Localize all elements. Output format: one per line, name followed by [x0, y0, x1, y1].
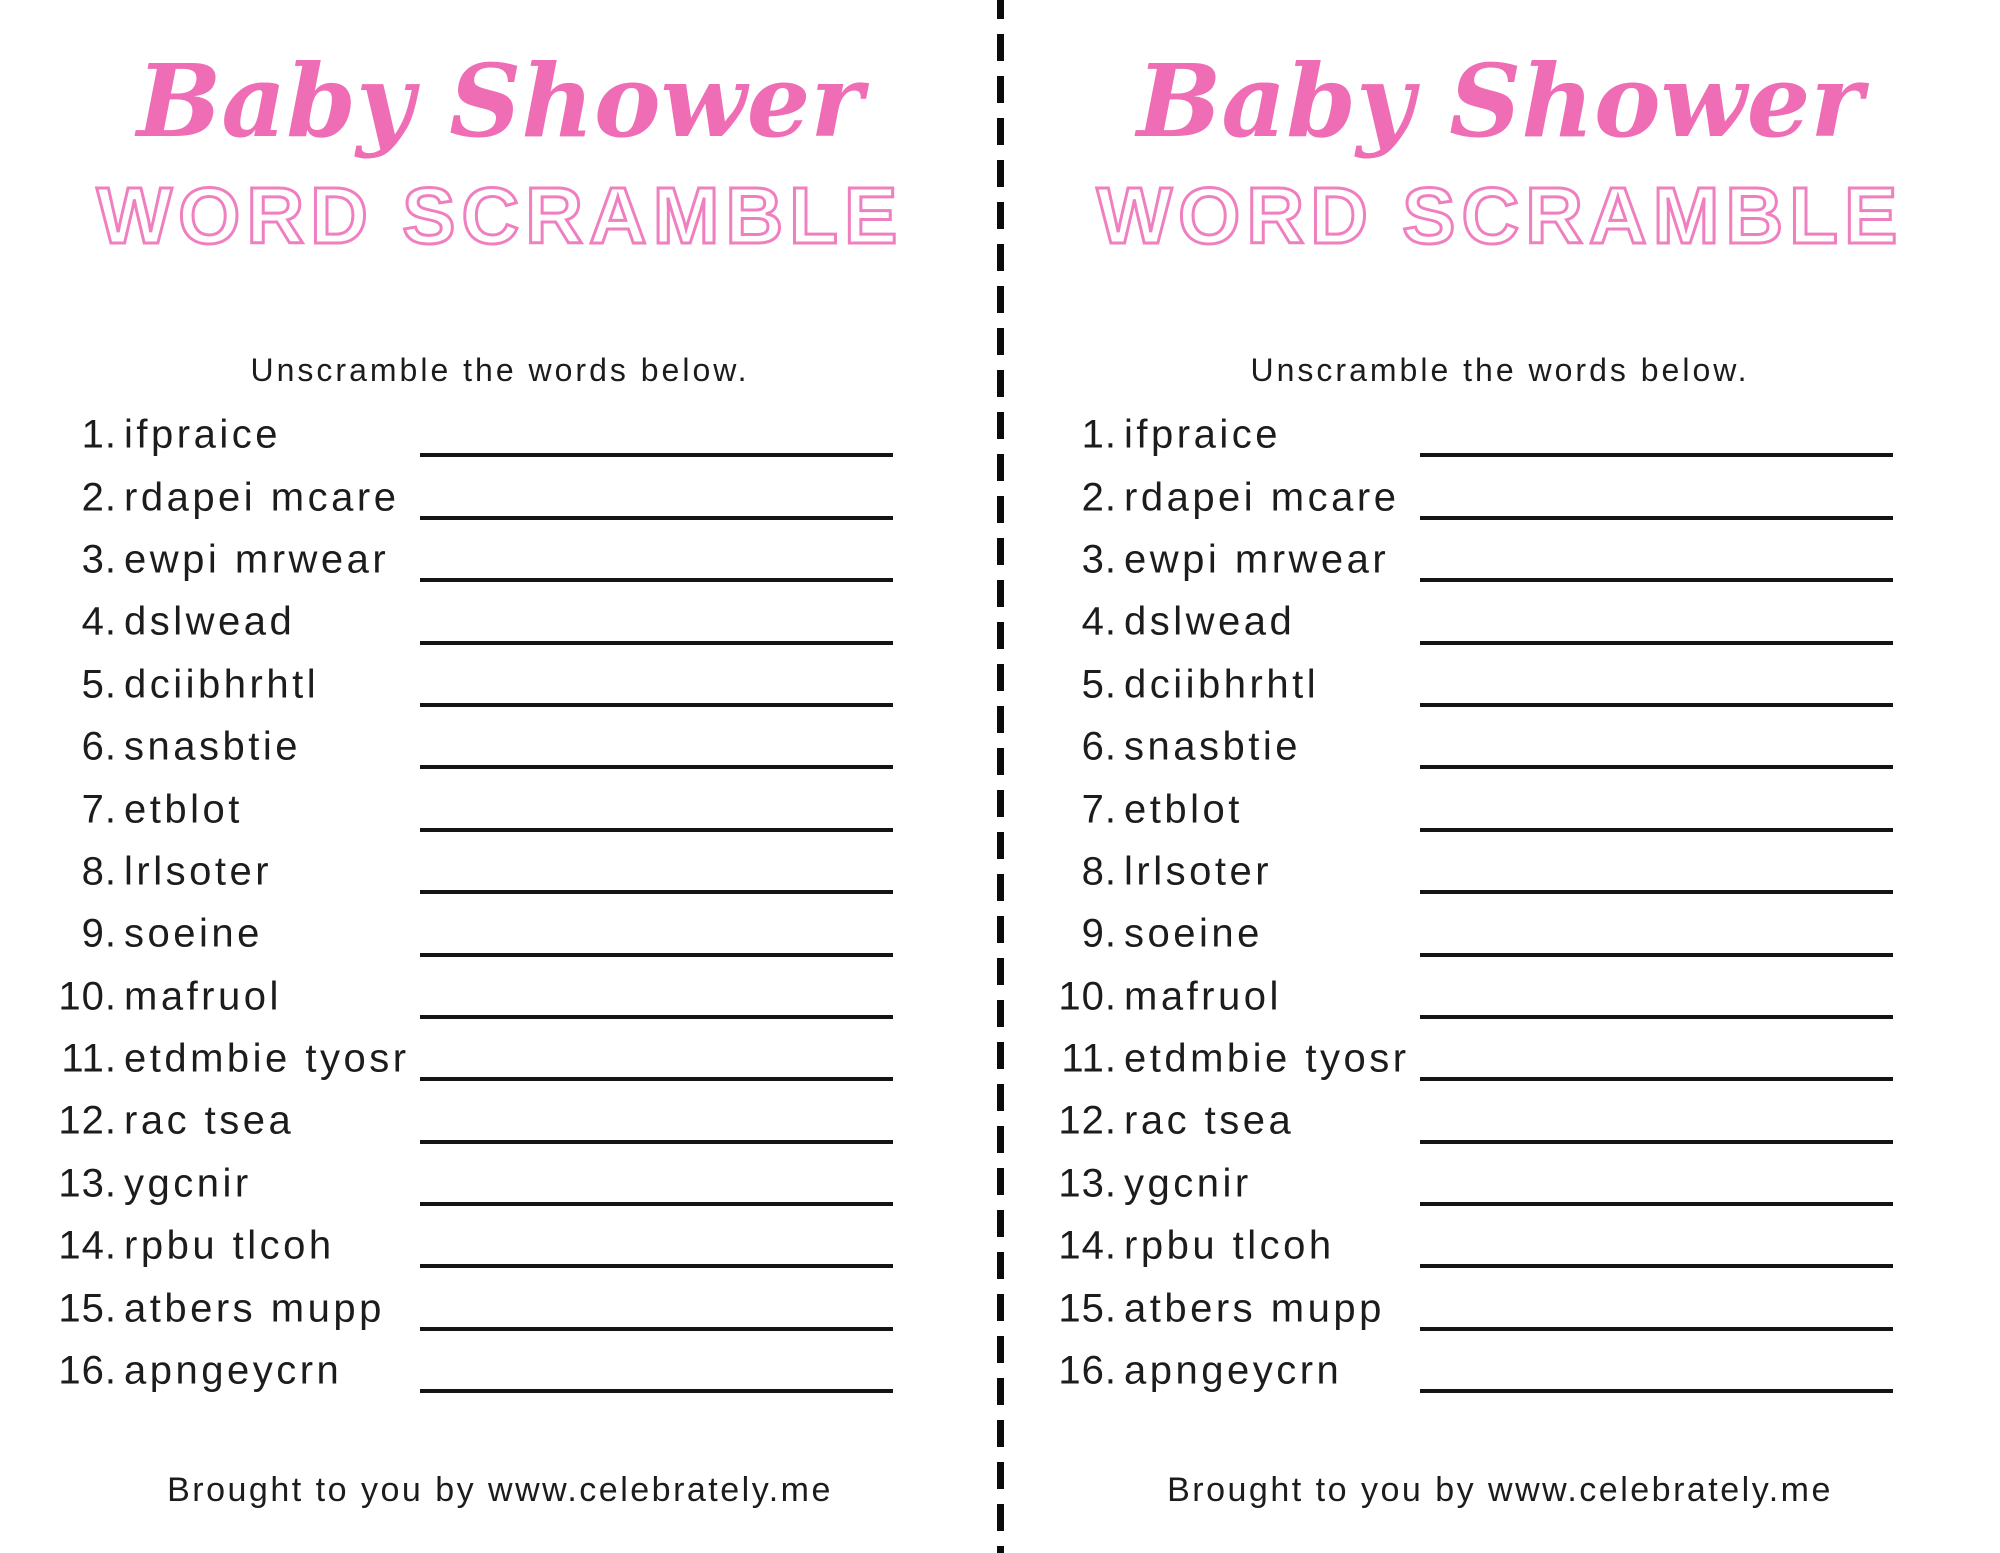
item-number: 14.	[1058, 1223, 1117, 1268]
scrambled-word: soeine	[124, 911, 263, 956]
scrambled-word: apngeycrn	[124, 1348, 343, 1393]
scramble-row	[1000, 716, 2000, 778]
scramble-row	[1000, 466, 2000, 528]
item-number: 7.	[81, 787, 117, 832]
instructions-text: Unscramble the words below.	[250, 352, 750, 388]
scramble-row	[0, 1340, 1000, 1402]
scrambled-word: dslwead	[124, 599, 296, 644]
scramble-row	[1000, 591, 2000, 653]
scrambled-word: ewpi mrwear	[1124, 537, 1390, 582]
scrambled-word: lrlsoter	[124, 849, 273, 894]
item-number: 5.	[81, 662, 117, 707]
scrambled-word: rac tsea	[1124, 1098, 1295, 1143]
answer-blank	[1420, 953, 1893, 957]
answer-blank	[420, 703, 893, 707]
title-word-scramble: WORD SCRAMBLE	[96, 171, 904, 260]
item-number: 4.	[1081, 599, 1117, 644]
answer-blank	[1420, 641, 1893, 645]
answer-blank	[420, 1202, 893, 1206]
scramble-row	[0, 1215, 1000, 1277]
scramble-row	[1000, 966, 2000, 1028]
scrambled-word: rdapei mcare	[1124, 475, 1400, 520]
scramble-row	[0, 716, 1000, 778]
scramble-row	[0, 654, 1000, 716]
scrambled-word: apngeycrn	[1124, 1348, 1343, 1393]
scramble-row	[1000, 404, 2000, 466]
scrambled-word: atbers mupp	[124, 1286, 385, 1331]
scrambled-word: lrlsoter	[1124, 849, 1273, 894]
item-number: 9.	[81, 911, 117, 956]
footer-credit: Brought to you by www.celebrately.me	[167, 1471, 833, 1509]
item-number: 10.	[1058, 974, 1117, 1019]
item-number: 12.	[1058, 1098, 1117, 1143]
answer-blank	[420, 953, 893, 957]
scrambled-word: snasbtie	[124, 724, 301, 769]
answer-blank	[420, 765, 893, 769]
answer-blank	[1420, 1327, 1893, 1331]
scramble-list	[1000, 404, 2000, 1402]
item-number: 2.	[1081, 475, 1117, 520]
answer-blank	[1420, 1202, 1893, 1206]
scrambled-word: etblot	[1124, 787, 1243, 832]
item-number: 6.	[81, 724, 117, 769]
item-number: 16.	[1058, 1348, 1117, 1393]
scrambled-word: etdmbie tyosr	[1124, 1036, 1410, 1081]
item-number: 11.	[1061, 1036, 1117, 1081]
answer-blank	[420, 1015, 893, 1019]
scramble-row	[1000, 903, 2000, 965]
scrambled-word: dciibhrhtl	[124, 662, 320, 707]
answer-blank	[1420, 765, 1893, 769]
answer-blank	[1420, 703, 1893, 707]
answer-blank	[1420, 516, 1893, 520]
scrambled-word: rpbu tlcoh	[1124, 1223, 1335, 1268]
scramble-row	[0, 966, 1000, 1028]
scrambled-word: ewpi mrwear	[124, 537, 390, 582]
answer-blank	[420, 516, 893, 520]
answer-blank	[1420, 578, 1893, 582]
answer-blank	[420, 578, 893, 582]
item-number: 6.	[1081, 724, 1117, 769]
scrambled-word: ygcnir	[1124, 1161, 1252, 1206]
worksheet-panel-left	[0, 0, 1000, 1545]
item-number: 9.	[1081, 911, 1117, 956]
item-number: 11.	[61, 1036, 117, 1081]
scramble-row	[0, 1090, 1000, 1152]
item-number: 3.	[81, 537, 117, 582]
scramble-row	[1000, 1340, 2000, 1402]
scrambled-word: etblot	[124, 787, 243, 832]
scramble-row	[1000, 778, 2000, 840]
item-number: 1.	[81, 412, 117, 457]
scramble-row	[1000, 654, 2000, 716]
answer-blank	[1420, 890, 1893, 894]
answer-blank	[1420, 1140, 1893, 1144]
scrambled-word: rdapei mcare	[124, 475, 400, 520]
answer-blank	[420, 641, 893, 645]
scramble-row	[0, 404, 1000, 466]
item-number: 14.	[58, 1223, 117, 1268]
scrambled-word: mafruol	[1124, 974, 1282, 1019]
worksheet-panel-right	[1000, 0, 2000, 1545]
answer-blank	[420, 1077, 893, 1081]
item-number: 13.	[58, 1161, 117, 1206]
instructions-text: Unscramble the words below.	[1250, 352, 1750, 388]
scrambled-word: ifpraice	[124, 412, 281, 457]
item-number: 3.	[1081, 537, 1117, 582]
item-number: 8.	[1081, 849, 1117, 894]
item-number: 15.	[1058, 1286, 1117, 1331]
scramble-row	[1000, 1277, 2000, 1339]
title-baby-shower: Baby Shower	[1136, 42, 1864, 160]
answer-blank	[1420, 828, 1893, 832]
answer-blank	[420, 1140, 893, 1144]
scramble-row	[1000, 1153, 2000, 1215]
item-number: 2.	[81, 475, 117, 520]
item-number: 5.	[1081, 662, 1117, 707]
answer-blank	[420, 453, 893, 457]
scramble-row	[1000, 1215, 2000, 1277]
answer-blank	[1420, 1015, 1893, 1019]
item-number: 7.	[1081, 787, 1117, 832]
scramble-row	[0, 841, 1000, 903]
scrambled-word: rac tsea	[124, 1098, 295, 1143]
item-number: 1.	[1081, 412, 1117, 457]
title-baby-shower: Baby Shower	[136, 42, 864, 160]
title-word-scramble: WORD SCRAMBLE	[1096, 171, 1904, 260]
scramble-row	[1000, 1028, 2000, 1090]
item-number: 12.	[58, 1098, 117, 1143]
scramble-row	[1000, 841, 2000, 903]
scramble-row	[1000, 529, 2000, 591]
scrambled-word: atbers mupp	[1124, 1286, 1385, 1331]
answer-blank	[1420, 1077, 1893, 1081]
scramble-row	[1000, 1090, 2000, 1152]
scramble-row	[0, 529, 1000, 591]
answer-blank	[1420, 1264, 1893, 1268]
footer-credit: Brought to you by www.celebrately.me	[1167, 1471, 1833, 1509]
item-number: 8.	[81, 849, 117, 894]
scramble-row	[0, 591, 1000, 653]
answer-blank	[1420, 453, 1893, 457]
answer-blank	[420, 890, 893, 894]
answer-blank	[1420, 1389, 1893, 1393]
scrambled-word: soeine	[1124, 911, 1263, 956]
scramble-row	[0, 903, 1000, 965]
scramble-row	[0, 1277, 1000, 1339]
item-number: 15.	[58, 1286, 117, 1331]
scrambled-word: etdmbie tyosr	[124, 1036, 410, 1081]
answer-blank	[420, 1264, 893, 1268]
scramble-row	[0, 778, 1000, 840]
answer-blank	[420, 1327, 893, 1331]
scrambled-word: snasbtie	[1124, 724, 1301, 769]
scrambled-word: ifpraice	[1124, 412, 1281, 457]
scrambled-word: dciibhrhtl	[1124, 662, 1320, 707]
scrambled-word: rpbu tlcoh	[124, 1223, 335, 1268]
answer-blank	[420, 1389, 893, 1393]
item-number: 4.	[81, 599, 117, 644]
answer-blank	[420, 828, 893, 832]
scrambled-word: dslwead	[1124, 599, 1296, 644]
scrambled-word: ygcnir	[124, 1161, 252, 1206]
scramble-row	[0, 1028, 1000, 1090]
scramble-row	[0, 466, 1000, 528]
cut-line-divider	[997, 0, 1004, 1553]
item-number: 13.	[1058, 1161, 1117, 1206]
scramble-list	[0, 404, 1000, 1402]
scrambled-word: mafruol	[124, 974, 282, 1019]
item-number: 16.	[58, 1348, 117, 1393]
item-number: 10.	[58, 974, 117, 1019]
scramble-row	[0, 1153, 1000, 1215]
